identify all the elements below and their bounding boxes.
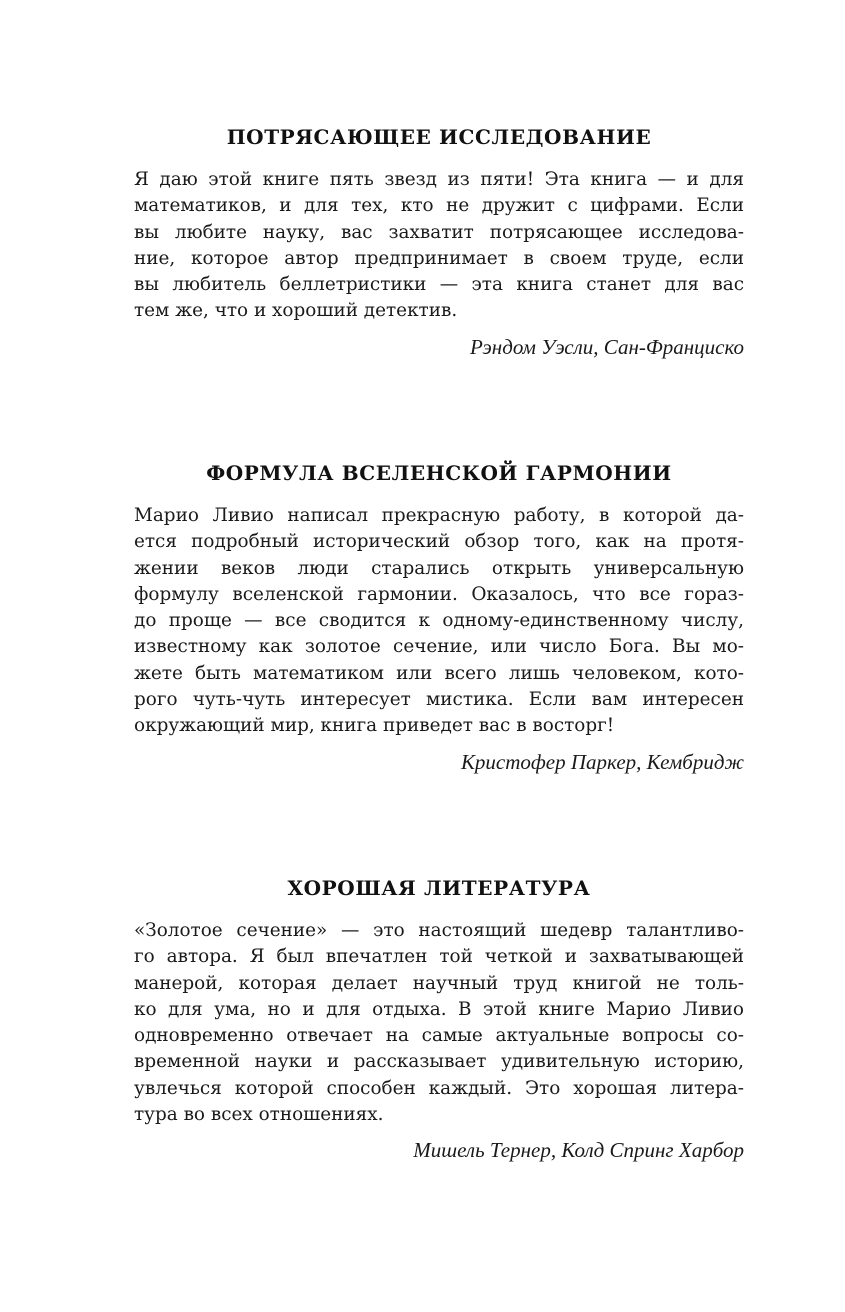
review-text xyxy=(134,918,744,1128)
review-line: го автора. Я был впечатлен той четкой и захватывающей xyxy=(134,946,744,968)
review-line: тура во всех отношениях. xyxy=(134,1104,384,1126)
review-line: формулу вселенской гармонии. Оказалось, что все гораз- xyxy=(134,583,744,605)
review-title: ФОРМУЛА ВСЕЛЕНСКОЙ ГАРМОНИИ xyxy=(206,461,672,485)
review-line: жете быть математиком или всего лишь человеком, кото- xyxy=(134,662,744,684)
review-line: временной науки и рассказывает удивительную историю, xyxy=(134,1051,744,1073)
review-line: до проще — все сводится к одному-единственному числу, xyxy=(134,610,744,632)
review-1 xyxy=(134,124,744,360)
review-line: «Золотое сечение» — это настоящий шедевр талантливо- xyxy=(134,920,744,941)
review-line: рого чуть-чуть интересует мистика. Если вам интересен xyxy=(134,689,744,711)
review-line: ется подробный исторический обзор того, как на протя- xyxy=(134,531,744,553)
review-text xyxy=(134,167,744,325)
review-line: жении веков люди старались открыть универсальную xyxy=(134,557,744,579)
review-line: известному как золотое сечение, или число Бога. Вы мо- xyxy=(134,636,744,658)
review-text xyxy=(134,503,744,740)
review-line: математиков, и для тех, кто не дружит с цифрами. Если xyxy=(134,195,744,217)
review-attribution: Кристофер Паркер, Кембридж xyxy=(460,749,744,774)
review-line: ко для ума, но и для отдыха. В этой книге Марио Ливио xyxy=(134,998,744,1020)
review-line: Марио Ливио написал прекрасную работу, в которой да- xyxy=(134,505,744,526)
review-2 xyxy=(134,460,744,775)
review-line: тем же, что и хороший детектив. xyxy=(134,300,458,322)
review-title: ХОРОШАЯ ЛИТЕРАТУРА xyxy=(287,876,591,900)
review-3 xyxy=(134,875,744,1163)
review-attribution: Рэндом Уэсли, Сан-Франциско xyxy=(470,334,744,359)
review-line: одновременно отвечает на самые актуальные вопросы со- xyxy=(134,1025,744,1047)
review-line: вы любитель беллетристики — эта книга станет для вас xyxy=(134,274,744,296)
review-line: манерой, которая делает научный труд книгой не толь- xyxy=(134,972,744,994)
review-title: ПОТРЯСАЮЩЕЕ ИССЛЕДОВАНИЕ xyxy=(226,125,652,149)
review-line: Я даю этой книге пять звезд из пяти! Эта книга — и для xyxy=(134,169,744,190)
review-line: окружающий мир, книга приведет вас в восторг! xyxy=(134,715,615,737)
review-attribution: Мишель Тернер, Колд Спринг Харбор xyxy=(413,1138,744,1163)
review-line: ние, которое автор предпринимает в своем труде, если xyxy=(134,247,744,269)
review-line: вы любите науку, вас захватит потрясающее исследова- xyxy=(134,221,744,243)
review-line: увлечься которой способен каждый. Это хорошая литера- xyxy=(134,1077,744,1099)
